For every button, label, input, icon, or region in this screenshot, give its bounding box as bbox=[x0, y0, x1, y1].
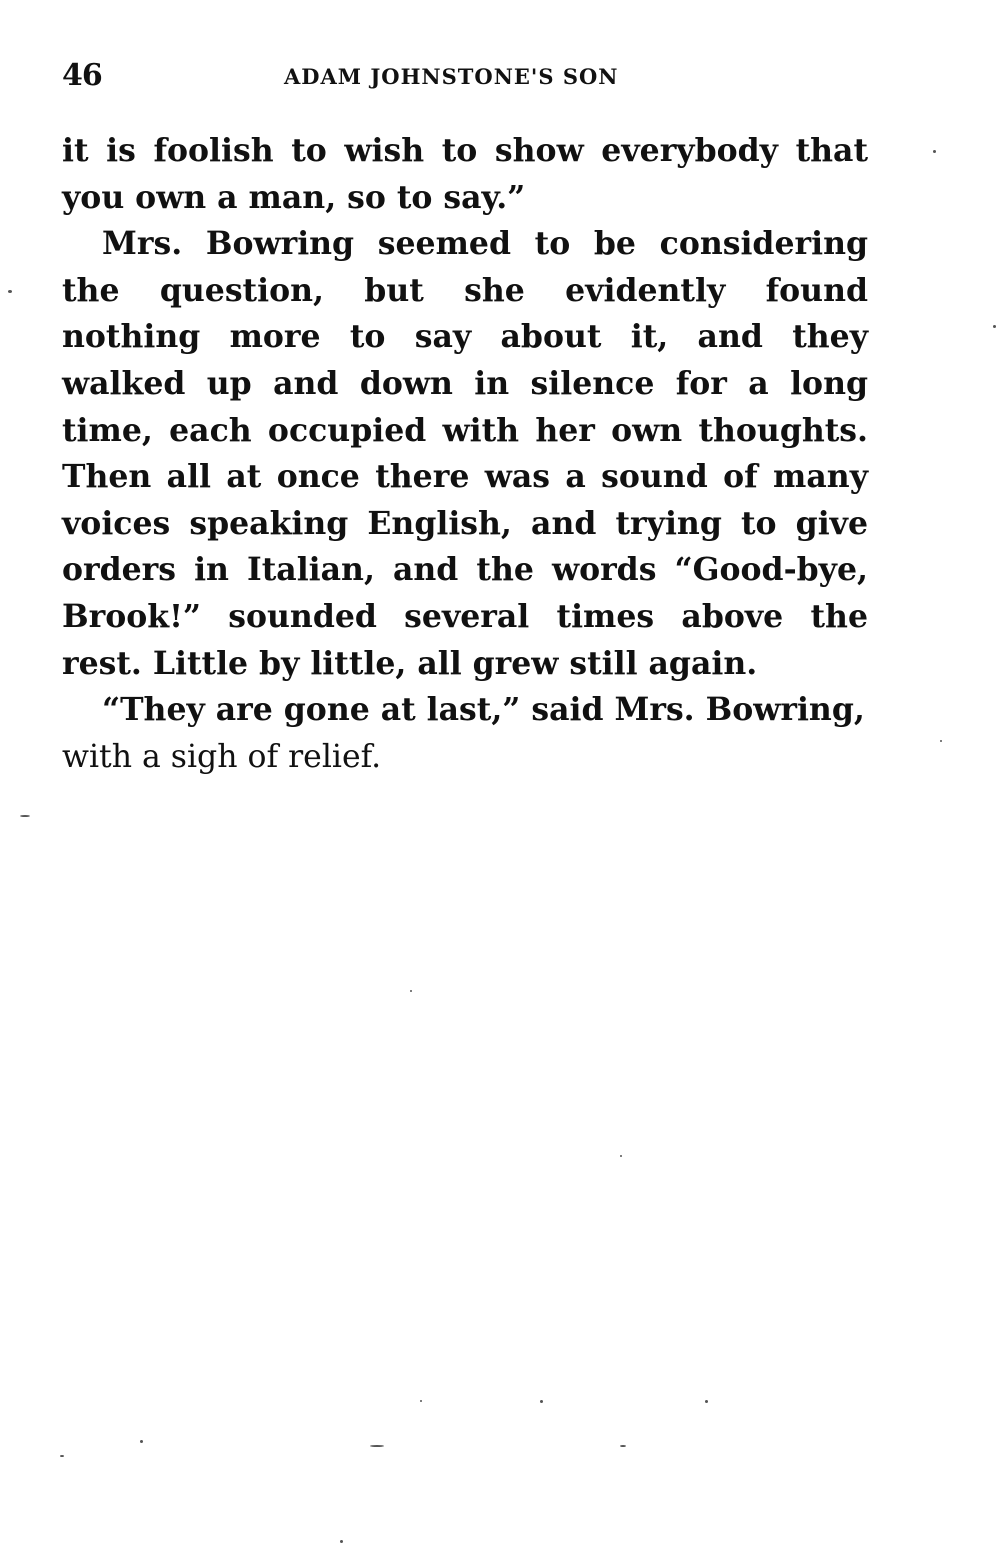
scan-speck bbox=[340, 1540, 343, 1543]
scan-speck bbox=[705, 1400, 708, 1403]
scan-speck bbox=[140, 1440, 143, 1443]
scan-speck bbox=[940, 740, 942, 742]
page-number: 46 bbox=[62, 58, 102, 93]
paragraph-gone-at-last bbox=[62, 687, 868, 780]
scan-speck bbox=[993, 325, 996, 328]
scan-speck bbox=[8, 290, 12, 293]
page-header bbox=[62, 56, 872, 96]
scan-speck bbox=[20, 815, 30, 817]
scan-speck bbox=[370, 1445, 384, 1447]
scan-speck bbox=[420, 1400, 422, 1402]
paragraph-mrs-bowring: Mrs. Bowring seemed to be considering the question, but she evidently found nothing more to say about it, and they walked up and down in silence for a long time, each occupied with her own thoughts. Then all at once there was a sound of many voices speaking English, and trying to give orders in Italian, and the words “Good-bye, Brook!” sounded several times above the rest. Little by little, all grew still again. bbox=[62, 225, 868, 682]
scan-speck bbox=[540, 1400, 543, 1403]
body-text bbox=[62, 128, 868, 780]
scan-speck bbox=[410, 990, 412, 992]
running-head: ADAM JOHNSTONE'S SON bbox=[284, 64, 619, 89]
scan-speck bbox=[620, 1445, 626, 1447]
paragraph-gone-at-last-tail: with a sigh of relief. bbox=[62, 738, 382, 775]
scan-speck bbox=[620, 1155, 622, 1157]
scan-speck bbox=[60, 1455, 64, 1457]
paragraph-continuation: it is foolish to wish to show everybody that you own a man, so to say.” bbox=[62, 132, 868, 216]
paragraph-gone-at-last-line: “They are gone at last,” said Mrs. Bowring, bbox=[102, 691, 865, 729]
scan-speck bbox=[933, 150, 936, 153]
